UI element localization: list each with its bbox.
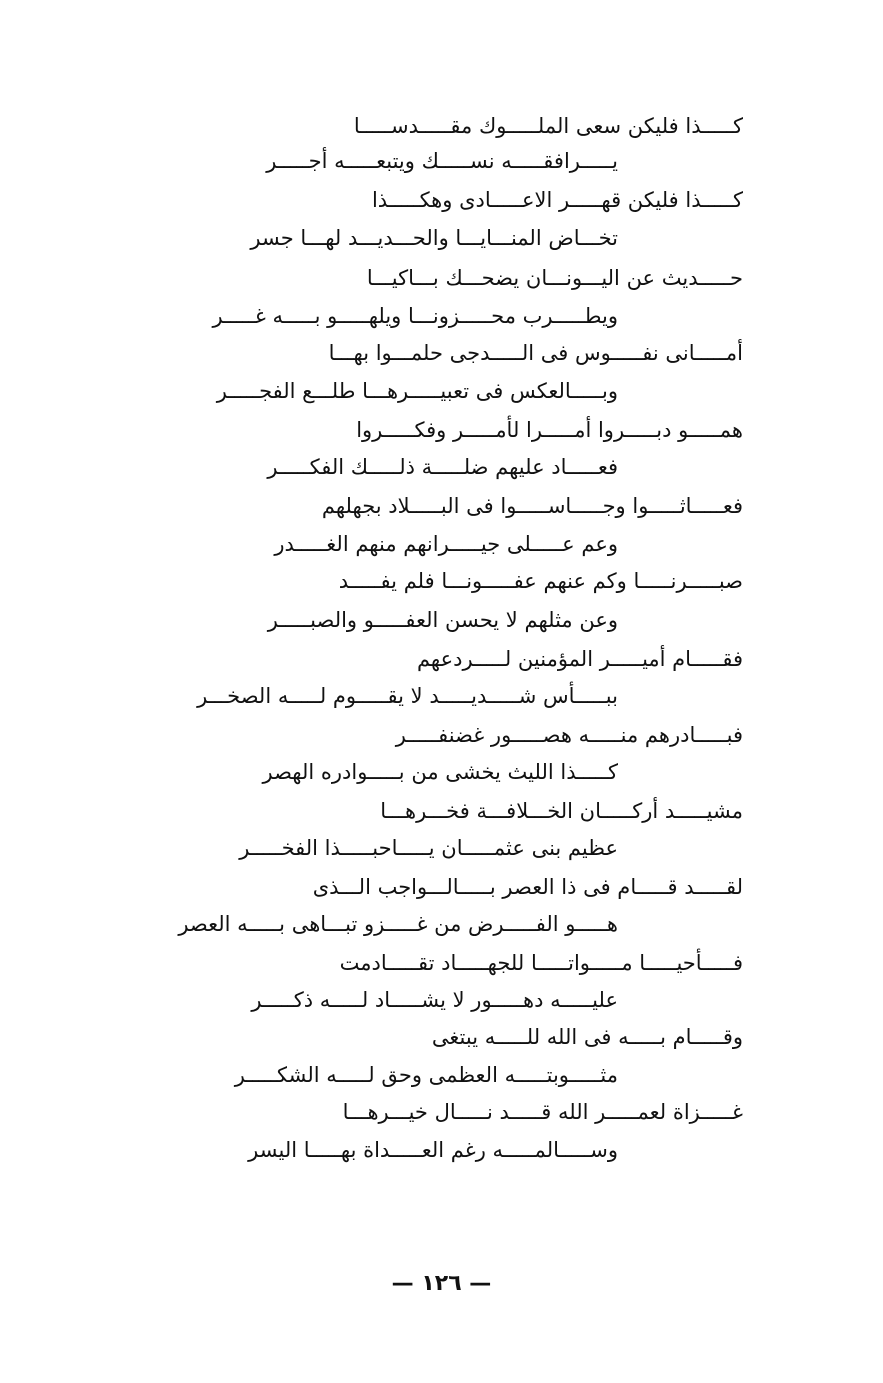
verse-line: غـــــزاة لعمـــــر الله قـــــد نـــــال خيـــرهـــا (342, 1100, 743, 1124)
verse-line: تخـــاض المنـــايـــا والحـــديـــد لهـــا جسر (250, 226, 618, 250)
verse-line: وعن مثلهم لا يحسن العفـــــو والصبـــــر (267, 608, 618, 632)
verse-line: همـــــو دبـــــروا أمـــــرا لأمـــــر وفكـــــروا (356, 418, 743, 442)
verse-line: ببـــــأس شـــــديـــــد لا يقـــــوم لـــــه الصخـــر (197, 684, 618, 708)
verse-line: وســـــالمـــــه رغم العـــــداة بهـــــا اليسر (248, 1138, 618, 1162)
verse-line: حـــــديث عن اليـــونـــان يضحـــك بـــاكيـــا (366, 266, 743, 290)
verse-line: فعـــــاد عليهم ضلـــــة ذلـــــك الفكـــــر (267, 455, 618, 479)
verse-line: فقـــــام أميـــــر المؤمنين لـــــردعهم (416, 647, 743, 671)
verse-line: هـــــو الفـــــرض من غـــــزو تبـــاهى بـــــه العصر (178, 912, 618, 936)
verse-line: فعـــــاثـــــوا وجـــــاســـــوا فى البـــــلاد بجهلهم (321, 494, 743, 518)
verse-line: كـــــذا فليكن قهـــــر الاعـــــادى وهكـــــذا (371, 188, 743, 212)
verse-line: يـــــرافقـــــه نســـــك ويتبعـــــه أجـــــر (266, 149, 618, 173)
verse-line: لقـــــد قـــــام فى ذا العصر بـــــالـــواجب الـــذى (312, 875, 743, 899)
verse-line: كـــــذا الليث يخشى من بـــــوادره الهصر (262, 760, 618, 784)
verse-line: عليـــــه دهـــــور لا يشـــــاد لـــــه ذكـــــر (251, 988, 618, 1012)
verse-line: وبـــــالعكس فى تعبيـــــرهـــا طلـــع الفجـــــر (216, 379, 618, 403)
page-number: — ١٢٦ — (391, 1271, 492, 1296)
verse-line: مشيـــــد أركـــــان الخـــلافـــة فخـــرهـــا (380, 799, 743, 823)
verse-line: مثـــــوبتـــــه العظمى وحق لـــــه الشكـــــر (234, 1063, 618, 1087)
verse-line: صبـــــرنـــــا وكم عنهم عفـــــونـــا فلم يفـــــد (338, 569, 743, 593)
verse-line: عظيم بنى عثمـــــان يـــــاحبـــــذا الفخـــــر (239, 836, 618, 860)
verse-line: وعم عـــــلى جيـــــرانهم منهم الغـــــدر (274, 532, 618, 556)
verse-line: وقـــــام بـــــه فى الله للـــــه يبتغى (431, 1025, 743, 1049)
verse-line: فـــــأحيـــــا مـــــواتـــــا للجهـــــاد تقـــــادمت (339, 951, 743, 975)
verse-line: فبـــــادرهم منـــــه هصـــــور غضنفـــــر (395, 723, 743, 747)
verse-line: كـــــذا فليكن سعى الملـــــوك مقـــــدســـــا (353, 114, 743, 138)
verse-line: ويطـــــرب محـــــزونـــا ويلهـــــو بـــــه غـــــر (212, 304, 618, 328)
verse-line: أمـــــانى نفـــــوس فى الـــــدجى حلمـــوا بهـــا (328, 341, 743, 365)
